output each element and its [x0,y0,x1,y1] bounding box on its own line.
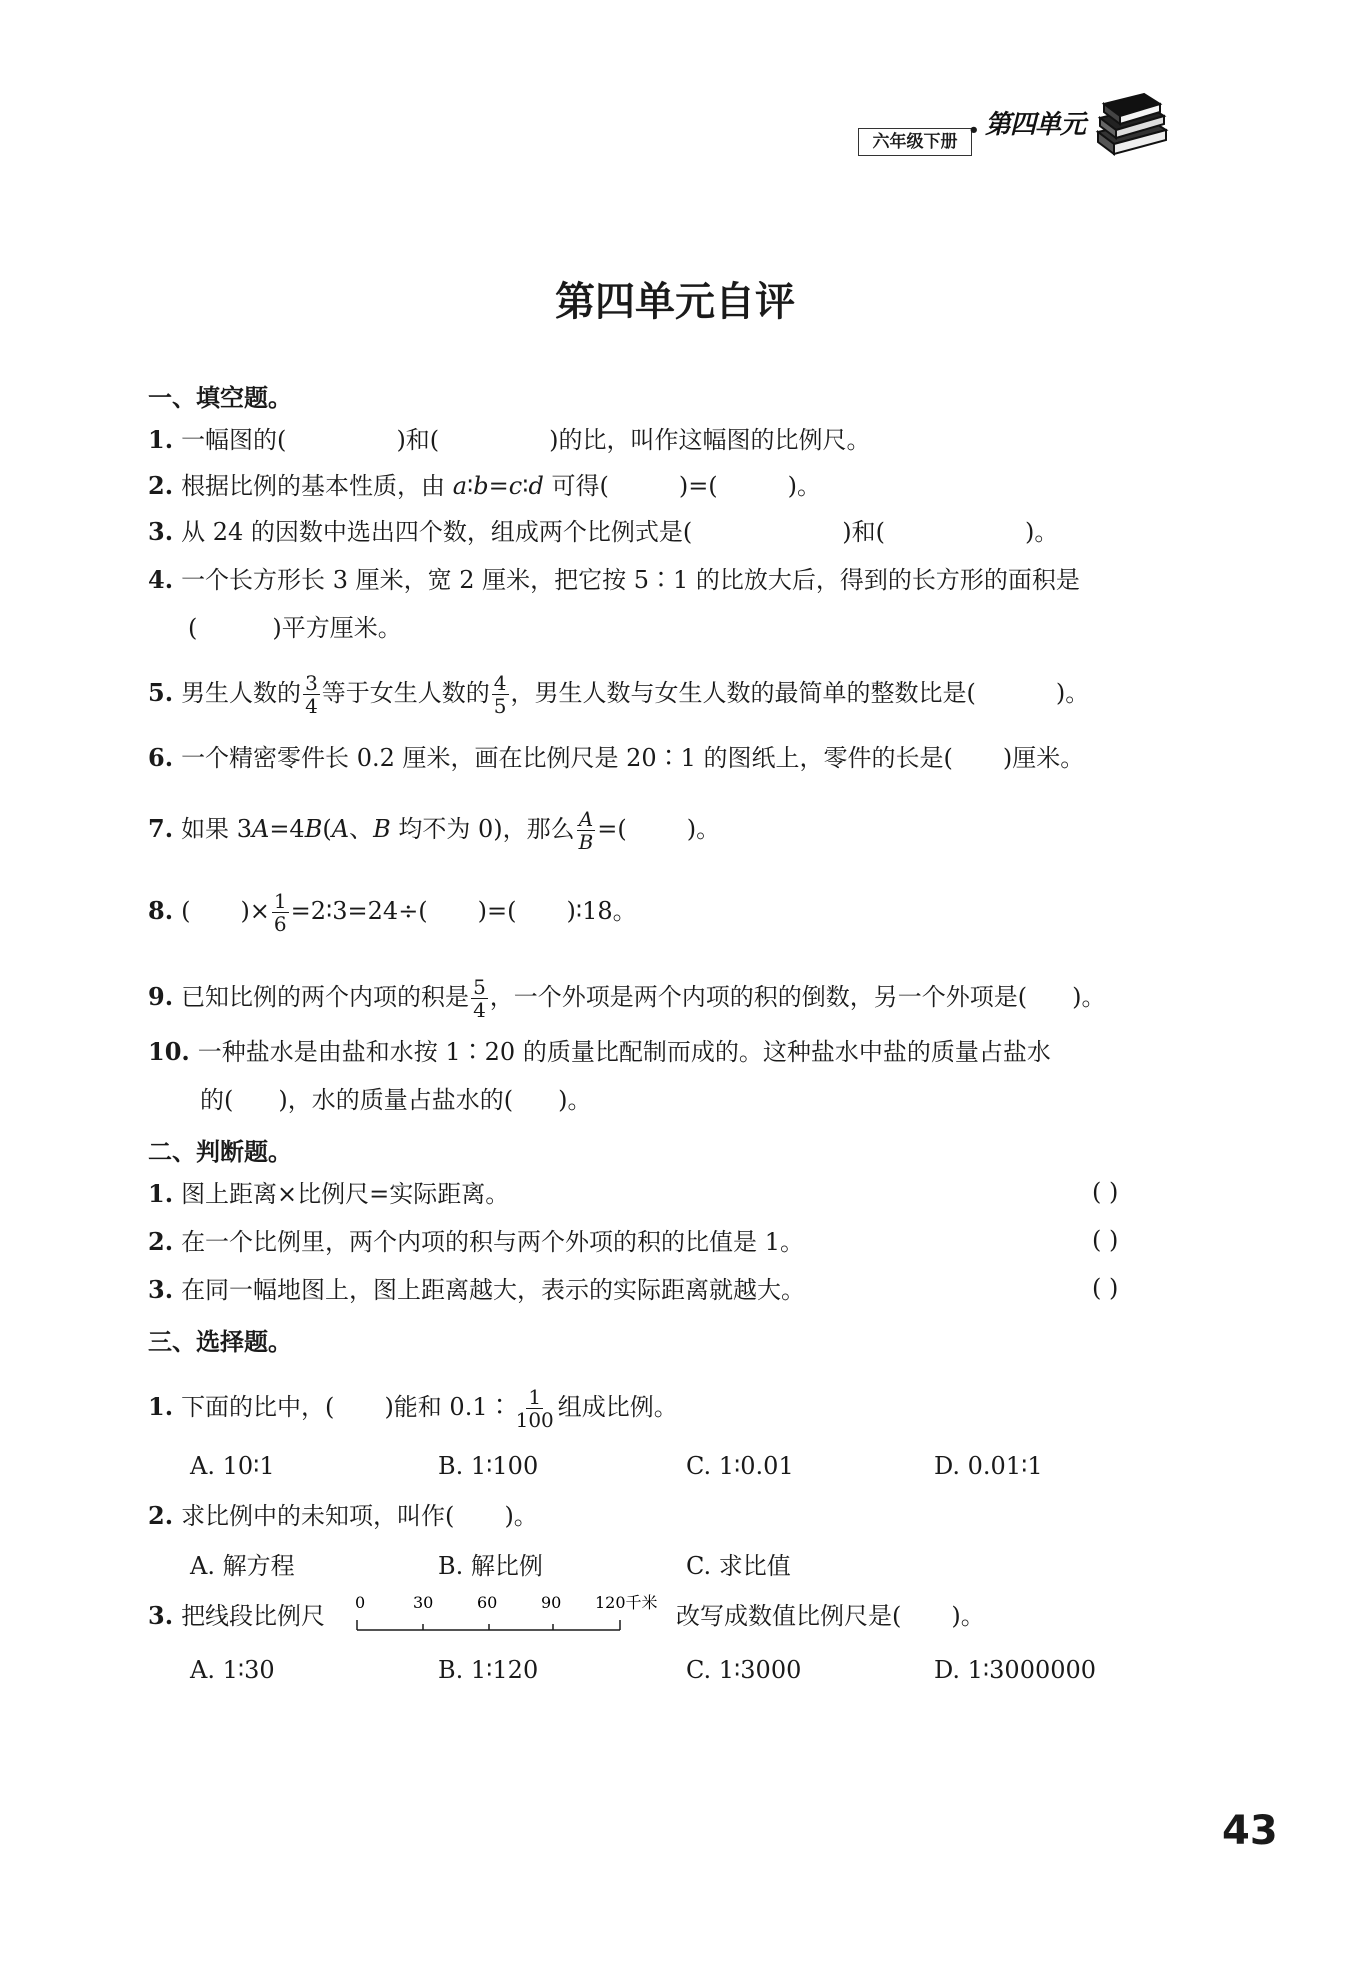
scale-tick-label: 60 [477,1593,498,1612]
books-stack-icon [1090,92,1170,162]
fraction: $\frac{1}{100}$ [515,1385,554,1432]
grade-label: 六年级下册 [858,128,972,156]
header-dot: • [968,120,980,141]
question-number: 4. [148,565,174,594]
question-4: 4. 一个长方形长 3 厘米，宽 2 厘米，把它按 5∶1 的比放大后，得到的长方形的面积是 [148,565,1080,594]
judgment-1: 1. 图上距离×比例尺=实际距离。 [148,1179,510,1208]
question-number: 10. [148,1037,190,1066]
unit-label: 第四单元 [985,110,1086,140]
question-2: 2. 根据比例的基本性质，由 a∶b=c∶d 可得( )=( )。 [148,471,822,500]
question-number: 3. [148,517,174,546]
section-multiple-choice-heading: 三、选择题。 [148,1328,292,1356]
question-1: 1. 一幅图的( )和( )的比，叫作这幅图的比例尺。 [148,425,871,454]
question-number: 6. [148,743,174,772]
answer-parentheses[interactable]: ( ) [1092,1274,1119,1302]
page-number: 43 [1222,1808,1278,1854]
question-9: 9. 已知比例的两个内项的积是 $\frac{5}{4}$ ，一个外项是两个内项的积的倒数，另一个外项是( )。 [148,975,1106,1022]
option-d[interactable]: D. 1∶3000000 [934,1656,1097,1684]
answer-parentheses[interactable]: ( ) [1092,1226,1119,1254]
question-10-line-2: 的( )，水的质量占盐水的( )。 [200,1086,592,1114]
option-c[interactable]: C. 1∶0.01 [686,1452,794,1480]
question-number: 1. [148,1392,174,1421]
question-number: 2. [148,1227,174,1256]
question-number: 1. [148,425,174,454]
question-number: 1. [148,1179,174,1208]
option-d[interactable]: D. 0.01∶1 [934,1452,1043,1480]
question-4-line-2: ( )平方厘米。 [188,614,402,642]
scale-tick-label: 90 [541,1593,562,1612]
choice-question-3: 3. 把线段比例尺 [148,1601,326,1630]
answer-parentheses[interactable]: ( ) [1092,1178,1119,1206]
fraction: $\frac{5}{4}$ [473,975,486,1022]
option-a[interactable]: A. 解方程 [190,1552,295,1580]
section-true-false-heading: 二、判断题。 [148,1138,292,1166]
scale-tick-label: 0 [355,1593,366,1612]
option-c[interactable]: C. 求比值 [686,1552,791,1580]
option-b[interactable]: B. 解比例 [438,1552,543,1580]
question-number: 7. [148,814,174,843]
question-7: 7. 如果 3A=4B(A、B 均不为 0)，那么 $\frac{A}{B}$ =( )。 [148,807,721,854]
line-scale-bar [355,1590,658,1640]
option-c[interactable]: C. 1∶3000 [686,1656,802,1684]
question-number: 5. [148,678,174,707]
choice-question-1: 1. 下面的比中，( )能和 0.1∶ $\frac{1}{100}$ 组成比例。 [148,1385,678,1432]
judgment-3: 3. 在同一幅地图上，图上距离越大，表示的实际距离就越大。 [148,1275,806,1304]
question-number: 3. [148,1275,174,1304]
choice-question-2: 2. 求比例中的未知项，叫作( )。 [148,1501,538,1530]
fraction: $\frac{3}{4}$ [305,671,318,718]
question-number: 2. [148,1501,174,1530]
fraction: $\frac{1}{6}$ [273,889,287,936]
option-a[interactable]: A. 1∶30 [190,1656,275,1684]
page-title: 第四单元自评 [555,279,795,325]
question-6: 6. 一个精密零件长 0.2 厘米，画在比例尺是 20∶1 的图纸上，零件的长是( )厘米。 [148,743,1085,772]
question-8: 8. ( )× $\frac{1}{6}$ =2∶3=24÷( )=( )∶18。 [148,889,637,936]
option-a[interactable]: A. 10∶1 [190,1452,275,1480]
section-fill-in-heading: 一、填空题。 [148,384,292,412]
question-3: 3. 从 24 的因数中选出四个数，组成两个比例式是( )和( )。 [148,517,1059,546]
scale-tick-label: 120千米 [595,1593,658,1612]
question-number: 2. [148,471,174,500]
question-10: 10. 一种盐水是由盐和水按 1∶20 的质量比配制而成的。这种盐水中盐的质量占盐水 [148,1037,1051,1066]
fraction: $\frac{A}{B}$ [578,807,594,854]
question-5: 5. 男生人数的 $\frac{3}{4}$ 等于女生人数的 $\frac{4}{5}$ ，男生人数与女生人数的最简单的整数比是( )。 [148,671,1090,718]
question-number: 3. [148,1601,174,1630]
question-number: 9. [148,982,174,1011]
question-number: 8. [148,896,174,925]
fraction: $\frac{4}{5}$ [493,671,507,718]
judgment-2: 2. 在一个比例里，两个内项的积与两个外项的积的比值是 1。 [148,1227,804,1256]
scale-tick-label: 30 [413,1593,434,1612]
choice-question-3-tail: 改写成数值比例尺是( )。 [676,1602,985,1630]
option-b[interactable]: B. 1∶100 [438,1452,539,1480]
option-b[interactable]: B. 1∶120 [438,1656,539,1684]
